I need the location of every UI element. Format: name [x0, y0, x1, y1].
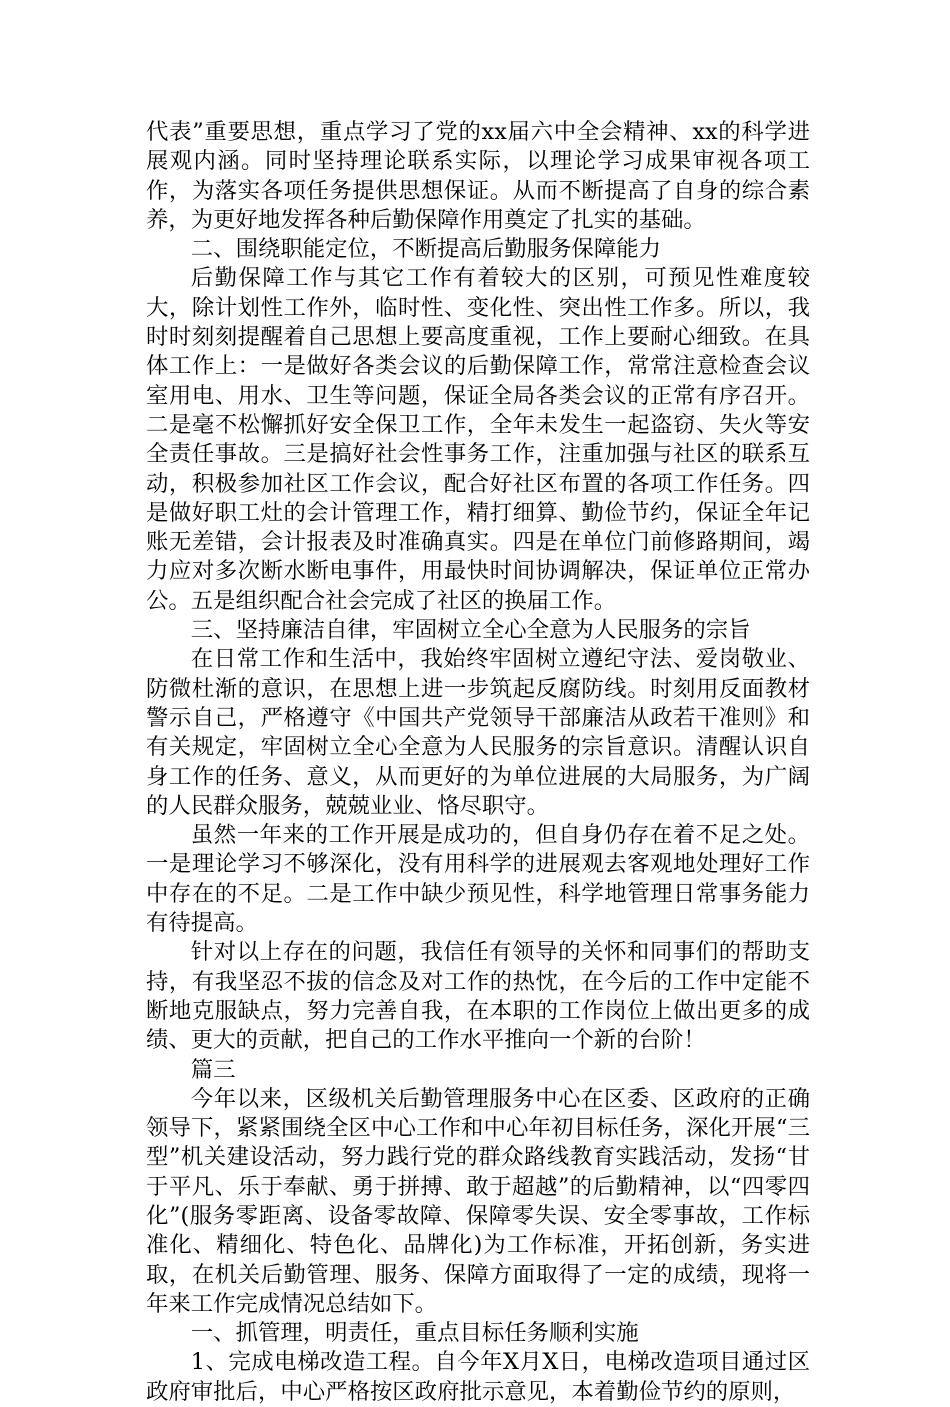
section-heading-1: 一、抓管理，明责任，重点目标任务顺利实施 [190, 1320, 639, 1347]
paragraph-7: 针对以上存在的问题，我信任有领导的关怀和同事们的帮助支持，有我坚忍不拔的信念及对工作的热忱，在今后的工作中定能不断地克服缺点，努力完善自我，在本职的工作岗位上做出更多的成绩、更大的贡献，把自己的工作水平推向一个新的台阶！ [146, 939, 810, 1054]
section-heading-3: 三、坚持廉洁自律，牢固树立全心全意为人民服务的宗旨 [190, 617, 751, 644]
paragraph-9: 今年以来，区级机关后勤管理服务中心在区委、区政府的正确领导下，紧紧围绕全区中心工作和中心年初目标任务，深化开展“三型”机关建设活动，努力践行党的群众路线教育实践活动，发扬“甘于平凡、乐于奉献、勇于拼搏、敢于超越”的后勤精神，以“四零四化”(服务零距离、设备零故障、保障零失误、安全零事故，工作标准化、精细化、特色化、品牌化)为工作标准，开拓创新，务实进取，在机关后勤管理、服务、保障方面取得了一定的成绩，现将一年来工作完成情况总结如下。 [146, 1085, 810, 1317]
section-heading-2: 二、围绕职能定位，不断提高后勤服务保障能力 [190, 236, 661, 263]
document-page [146, 118, 810, 1407]
part-heading-3: 篇三 [190, 1056, 236, 1083]
paragraph-5: 在日常工作和生活中，我始终牢固树立遵纪守法、爱岗敬业、防微杜渐的意识，在思想上进一步筑起反腐防线。时刻用反面教材警示自己，严格遵守《中国共产党领导干部廉洁从政若干准则》和有关规定，牢固树立全心全意为人民服务的宗旨意识。清醒认识自身工作的任务、意义，从而更好的为单位进展的大局服务，为广阔的人民群众服务，兢兢业业、恪尽职守。 [146, 646, 810, 819]
paragraph-11: 1、完成电梯改造工程。自今年X月X日，电梯改造项目通过区政府审批后，中心严格按区政府批示意见，本着勤俭节约的原则， [146, 1349, 810, 1405]
paragraph-3: 后勤保障工作与其它工作有着较大的区别，可预见性难度较大，除计划性工作外，临时性、变化性、突出性工作多。所以，我时时刻刻提醒着自己思想上要高度重视，工作上要耐心细致。在具体工作上：一是做好各类会议的后勤保障工作，常常注意检查会议室用电、用水、卫生等问题，保证全局各类会议的正常有序召开。二是毫不松懈抓好安全保卫工作，全年未发生一起盗窃、失火等安全责任事故。三是搞好社会性事务工作，注重加强与社区的联系互动，积极参加社区工作会议，配合好社区布置的各项工作任务。四是做好职工灶的会计管理工作，精打细算、勤俭节约，保证全年记账无差错，会计报表及时准确真实。四是在单位门前修路期间，竭力应对多次断水断电事件，用最快时间协调解决，保证单位正常办公。五是组织配合社会完成了社区的换届工作。 [146, 265, 810, 614]
paragraph-6: 虽然一年来的工作开展是成功的，但自身仍存在着不足之处。一是理论学习不够深化，没有用科学的进展观去客观地处理好工作中存在的不足。二是工作中缺少预见性，科学地管理日常事务能力有待提高。 [146, 822, 810, 937]
paragraph-1: 代表”重要思想，重点学习了党的xx届六中全会精神、xx的科学进展观内涵。同时坚持理论联系实际，以理论学习成果审视各项工作，为落实各项任务提供思想保证。从而不断提高了自身的综合素养，为更好地发挥各种后勤保障作用奠定了扎实的基础。 [146, 119, 810, 233]
